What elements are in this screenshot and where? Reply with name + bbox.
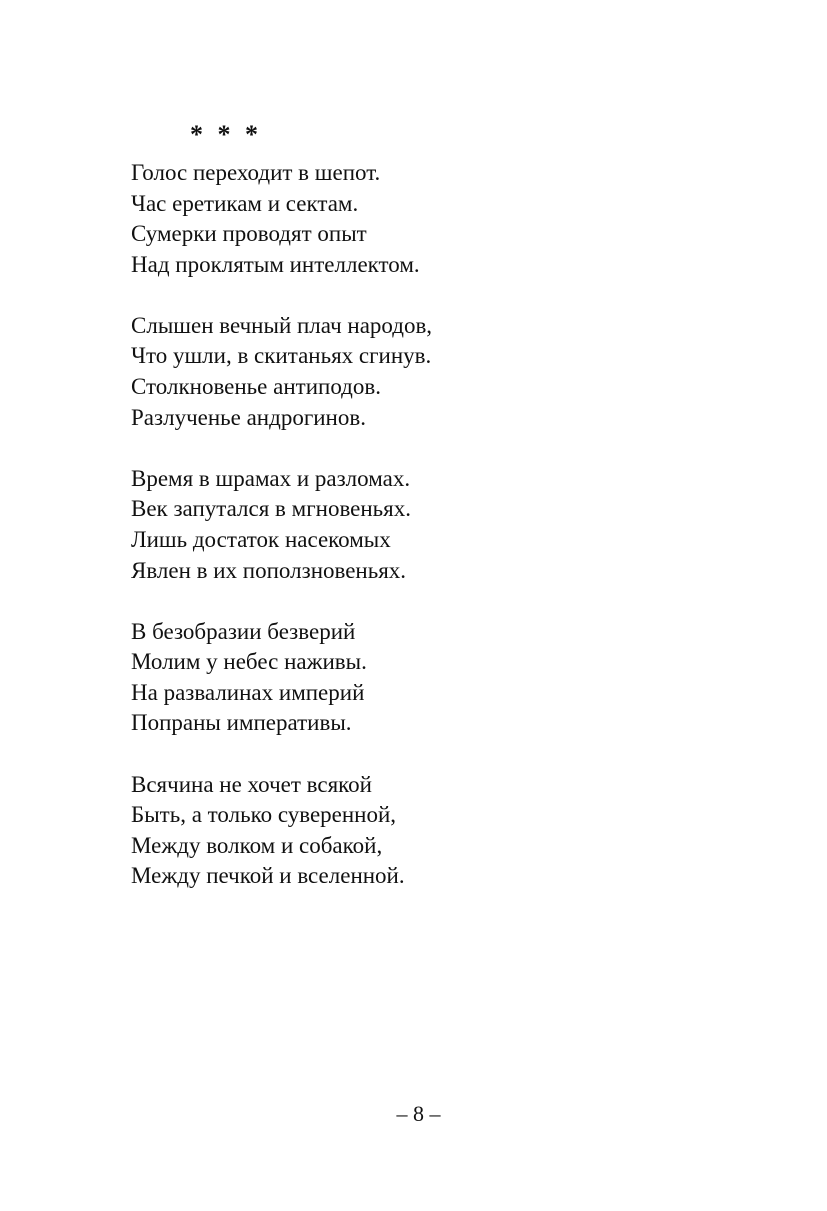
stanza-4 <box>131 617 731 739</box>
poem-line: Между волком и собакой, <box>131 832 383 858</box>
poem-line: В безобразии безверий <box>131 618 356 644</box>
poem-line: Век запутался в мгновеньях. <box>131 496 411 522</box>
poem-line: На развалинах империй <box>131 679 365 705</box>
poem-line: Что ушли, в скитаньях сгинув. <box>131 343 432 369</box>
poem-line: Между печкой и вселенной. <box>131 863 405 889</box>
stanza-1 <box>131 158 731 280</box>
poem-line: Столкновенье антиподов. <box>131 374 381 400</box>
poem-line: Молим у небес наживы. <box>131 649 367 675</box>
poem-line: Голос переходит в шепот. <box>131 160 381 185</box>
poem-line: Лишь достаток насекомых <box>131 526 391 552</box>
poem-line: Сумерки проводят опыт <box>131 221 367 247</box>
poem-line: Слышен вечный плач народов, <box>131 312 433 338</box>
poem <box>131 158 731 922</box>
poem-line: Время в шрамах и разломах. <box>131 465 411 491</box>
poem-line: Быть, а только суверенной, <box>131 802 397 828</box>
poem-line: Разлученье андрогинов. <box>131 404 366 430</box>
poem-line: Всячина не хочет всякой <box>131 771 372 797</box>
poem-line: Над проклятым интеллектом. <box>131 251 420 277</box>
poem-line: Попраны императивы. <box>131 710 352 736</box>
stanza-2 <box>131 311 731 433</box>
page-number: – 8 – <box>396 1101 441 1126</box>
stanza-3 <box>131 464 731 586</box>
poem-line: Час еретикам и сектам. <box>131 190 359 216</box>
stanza-5 <box>131 770 731 892</box>
poem-line: Явлен в их поползновеньях. <box>131 557 407 583</box>
section-asterism: * * * <box>190 120 262 149</box>
